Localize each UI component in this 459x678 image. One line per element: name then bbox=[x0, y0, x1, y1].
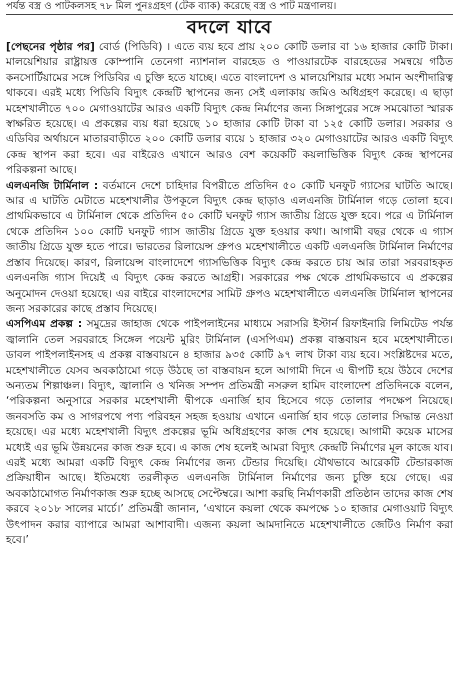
article-paragraph-intro bbox=[6, 40, 453, 179]
section-heading-lng-terminal: এলএনজি টার্মিনাল : bbox=[6, 179, 99, 192]
continuation-marker: [পেছনের পৃষ্ঠার পর] bbox=[6, 41, 95, 53]
section-heading-spm-project: এসপিএম প্রকল্প : bbox=[6, 318, 83, 331]
paragraph-text: সমুদ্রের জাহাজ থেকে পাইপলাইনের মাধ্যমে সরাসরি ইস্টার্ন রিফাইনারি লিমিটেড পর্যন্ত জ্বালানি তেল সরবরাহে সিঙ্গেল পয়েন্ট মুরিং টার্মিনাল (এসপিএম) প্রকল্প বাস্তবায়ন হবে মহেশখালীতে। ডাবল পাইপলাইনসহ এ প্রকল্প বাস্তবায়নে ৪ হাজার ৯৩৫ কোটি ৯৭ লাখ টাকা ব্যয় হবে। সংশ্লিষ্টদের মতে, মহেশখালীতে যেসব অবকাঠামো গড়ে উঠছে তা বাস্তবায়ন হলে আগামী দিনে এ দ্বীপটি হয়ে উঠবে দেশের অন্যতম শিল্পাঞ্চল। বিদ্যুৎ, জ্বালানি ও খনিজ সম্পদ প্রতিমন্ত্রী নসরুল হামিদ বাংলাদেশ প্রতিদিনকে বলেন, ‘পরিকল্পনা অনুসারে সরকার মহেশখালী দ্বীপকে এনার্জি হাব হিসেবে গড়ে তোলার পদক্ষেপ নিয়েছে। জনবসতি কম ও সাগরপথে পণ্য পরিবহন সহজ হওয়ায় এখানে এনার্জি হাব গড়ে তোলার সিদ্ধান্ত নেওয়া হয়েছে। এর মধ্যে মহেশখালী বিদ্যুৎ প্রকল্পের ভূমি অধিগ্রহণের কাজ শেষ হয়েছে। আগামী কয়েক মাসের মধ্যেই এর ভূমি উন্নয়নের কাজ শুরু হবে। এ কাজ শেষ হলেই আমরা বিদ্যুৎ কেন্দ্রটি নির্মাণের মূল কাজে যাব। এরই মধ্যে আমরা একটি বিদ্যুৎ কেন্দ্র নির্মাণের জন্য টেন্ডার দিয়েছি। যৌথভাবে আরেকটি টেন্ডারকাজ প্রক্রিয়াধীন আছে। ইতিমধ্যে তরলীকৃত এলএনজি টার্মিনাল নির্মাণের জন্য চুক্তি হয়ে গেছে। এর অবকাঠামোগত নির্মাণকাজ শুরু হচ্ছে আসছে সেপ্টেম্বরে। আশা করছি নির্মাণকারী প্রতিষ্ঠান তাদের কাজ শেষ করবে ২০১৮ সালের মার্চে।’ প্রতিমন্ত্রী জানান, ‘এখানে কয়লা থেকে কমপক্ষে ১০ হাজার মেগাওয়াট বিদ্যুৎ উৎপাদন করার ব্যাপারে আমরা আশাবাদী। এজন্য কয়লা আমদানিতে মহেশখালীতে জেটিও নির্মাণ করা হবে।’ bbox=[6, 318, 454, 546]
paragraph-text: বর্তমানে দেশে চাহিদার বিপরীতে প্রতিদিন ৫০ কোটি ঘনফুট গ্যাসের ঘাটতি আছে। আর এ ঘাটতি মেটাতে মহেশখালীর উপকূলে বিদ্যুৎ কেন্দ্র ছাড়াও এলএনজি টার্মিনাল গড়ে তোলা হবে। প্রাথমিকভাবে এ টার্মিনাল থেকে প্রতিদিন ৫০ কোটি ঘনফুট গ্যাস জাতীয় গ্রিডে যুক্ত হবে। পরে এ টার্মিনাল থেকে প্রতিদিন ১০০ কোটি ঘনফুট গ্যাস জাতীয় গ্রিডে যুক্ত হওয়ার কথা। আগামী বছর থেকে এ গ্যাস জাতীয় গ্রিডে যুক্ত হতে পারে। ভারতের রিলায়েন্স গ্রুপও মহেশখালীতে একটি এলএনজি টার্মিনাল নির্মাণের প্রস্তাব দিয়েছে। কারণ, রিলায়েন্স বাংলাদেশে গ্যাসভিত্তিক বিদ্যুৎ কেন্দ্র করতে চায় আর তারা সরবরাহকৃত এলএনজি গ্যাস দিয়েই এ বিদ্যুৎ কেন্দ্র করতে আগ্রহী। সরকারের পক্ষ থেকে প্রাথমিকভাবে এ প্রকল্পের অনুমোদন দেওয়া হয়েছে। এর বাইরে বাংলাদেশের সামিট গ্রুপও মহেশখালীতে এলএনজি টার্মিনাল স্থাপনের জন্য সরকারের কাছে প্রস্তাব দিয়েছে। bbox=[6, 179, 453, 315]
article-headline: বদলে যাবে bbox=[186, 17, 273, 38]
paragraph-text: বোর্ড (পিডিবি) । এতে ব্যয় হবে প্রায় ২০০ কোটি ডলার বা ১৬ হাজার কোটি টাকা। মালয়েশিয়ার রাষ্ট্রায়ত্ত কোম্পানি তেনেগা ন্যাশনাল বারহেড ও পাওয়ারটেক বারহেডের সমন্বয়ে গঠিত কনসোর্টিয়ামের সঙ্গে পিডিবির এ চুক্তি হতে যাচ্ছে। এতে বাংলাদেশ ও মালয়েশিয়ার মধ্যে সমান অংশীদারিত্ব থাকবে। এরই মধ্যে পিডিবি বিদ্যুৎ কেন্দ্রটি স্থাপনের জন্য সেই এলাকায় জমিও অধিগ্রহণ করেছে। এ ছাড়া মহেশখালীতে ৭০০ মেগাওয়াটের আরও একটি বিদ্যুৎ কেন্দ্র নির্মাণের জন্য সিঙ্গাপুরের সঙ্গে সমঝোতা স্মারক স্বাক্ষরিত হয়েছে। এ প্রকল্পের ব্যয় ধরা হয়েছে ১০ হাজার কোটি টাকা বা ১২৫ কোটি ডলার। সরকার ও এডিবির অর্থায়নে মাতারবাড়ীতে ২০০ কোটি ডলার ব্যয়ে ১ হাজার ৩২০ মেগাওয়াটের আরও একটি বিদ্যুৎ কেন্দ্র স্থাপন করা হবে। এর বাইরেও এখানে আরও বেশ কয়েকটি কয়লাভিত্তিক বিদ্যুৎ কেন্দ্র স্থাপনের পরিকল্পনা আছে। bbox=[6, 41, 453, 177]
previous-article-tail: পর্যন্ত বস্ত্র ও পাটকলসহ ৭৮ মিল পুনঃগ্রহণ (টেক ব্যাক) করেছে বস্ত্র ও পাট মন্ত্রণালয়। bbox=[6, 0, 453, 15]
article-paragraph-lng-terminal bbox=[6, 179, 453, 318]
article-paragraph-spm-project bbox=[6, 317, 453, 548]
article-body bbox=[6, 40, 453, 548]
